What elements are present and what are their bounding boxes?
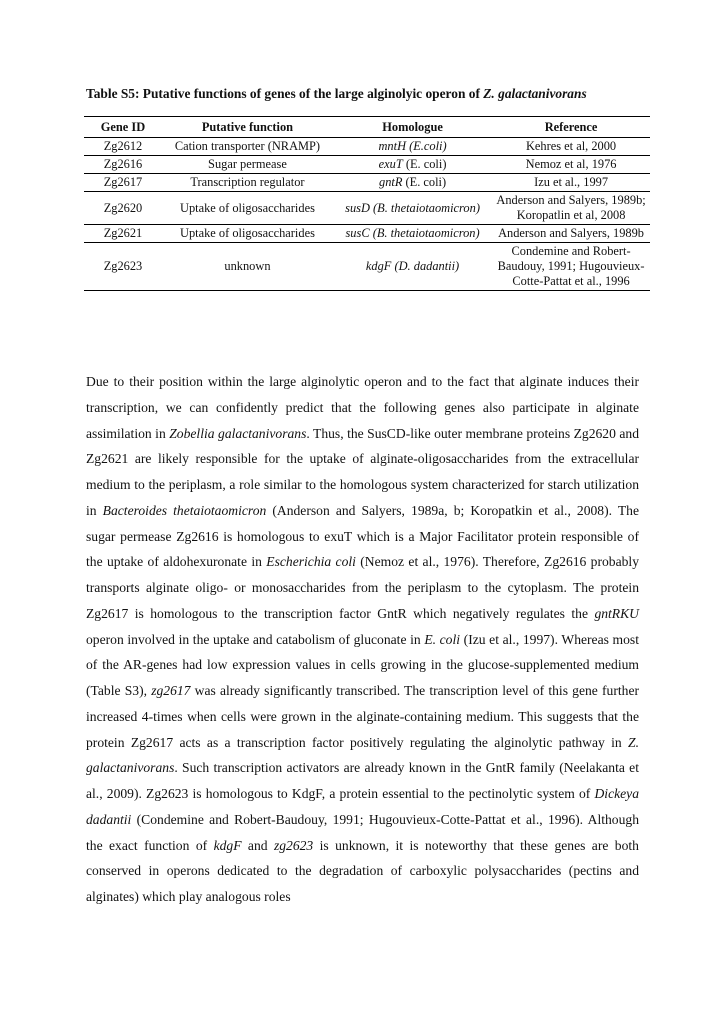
cell-homologue xyxy=(333,225,492,243)
text-run: (Anderson and Salyers, 1989a, b; Koropatkin et al., 2008). The sugar permease Zg2616 is homologous to exuT which is a Major Facilitator protein responsible of the uptake of aldohexuronate in xyxy=(86,502,639,570)
cell-gene: Zg2621 xyxy=(84,225,162,243)
homologue-gene: kdgF xyxy=(365,259,392,273)
text-run: . Such transcription activators are already known in the GntR family (Neelakanta et al., 2009). Zg2623 is homologous to KdgF, a protein essential to the pectinolytic system of xyxy=(86,760,639,801)
table-row xyxy=(84,138,650,156)
cell-function: unknown xyxy=(162,243,333,291)
table-row xyxy=(84,225,650,243)
italic-run: Dickeya dadantii xyxy=(86,786,639,827)
homologue-organism: (D. dadantii) xyxy=(391,259,460,273)
homologue-organism: (E. coli) xyxy=(402,157,447,171)
text-run: (Izu et al., 1997). Whereas most of the AR-genes had low expression values in cells growing in the glucose-supplemented medium (Table S3), xyxy=(86,631,639,698)
homologue-gene: gntR xyxy=(379,175,403,189)
homologue-gene: exuT xyxy=(378,157,403,171)
italic-run: zg2623 xyxy=(273,837,314,853)
italic-run: Zobellia galactanivorans xyxy=(169,425,307,441)
italic-run: Bacteroides thetaiotaomicron xyxy=(102,502,267,518)
header-gene-id: Gene ID xyxy=(84,117,162,138)
cell-homologue xyxy=(333,192,492,225)
cell-reference: Kehres et al, 2000 xyxy=(492,138,650,156)
cell-homologue xyxy=(333,174,492,192)
cell-homologue xyxy=(333,156,492,174)
homologue-organism: (E. coli) xyxy=(402,175,447,189)
cell-reference: Nemoz et al, 1976 xyxy=(492,156,650,174)
cell-gene: Zg2620 xyxy=(84,192,162,225)
italic-run: zg2617 xyxy=(151,683,191,698)
cell-reference: Condemine and Robert-Baudouy, 1991; Hugouvieux-Cotte-Pattat et al., 1996 xyxy=(492,243,650,291)
cell-function: Cation transporter (NRAMP) xyxy=(162,138,333,156)
cell-gene: Zg2616 xyxy=(84,156,162,174)
table-row xyxy=(84,192,650,225)
homologue-gene: susC xyxy=(345,226,370,240)
caption-species: Z. galactanivorans xyxy=(483,86,587,101)
text-run: (Nemoz et al., 1976). Therefore, Zg2616 probably transports alginate oligo- or monosaccharides from the periplasm to the cytoplasm. The protein Zg2617 is homologous to the transcription factor GntR which negatively regulates the xyxy=(86,554,640,621)
table-header-row xyxy=(84,117,650,138)
header-putative-function: Putative function xyxy=(162,117,333,138)
homologue-gene: mntH (E.coli) xyxy=(378,139,447,153)
homologue-organism: (B. thetaiotaomicron) xyxy=(369,200,480,215)
cell-function: Sugar permease xyxy=(162,156,333,174)
text-run: (Condemine and Robert-Baudouy, 1991; Hugouvieux-Cotte-Pattat et al., 1996). Although the exact function of xyxy=(86,811,639,853)
cell-gene: Zg2612 xyxy=(84,138,162,156)
cell-reference: Anderson and Salyers, 1989b xyxy=(492,225,650,243)
italic-run: Escherichia coli xyxy=(266,554,356,570)
text-run: Due to their position within the large alginolytic operon and to the fact that alginate induces their transcription, we can confidently predict that the following genes also participate in alginate assimilation in xyxy=(86,374,639,441)
table-row xyxy=(84,174,650,192)
text-run: was already significantly transcribed. The transcription level of this gene further increased 4-times when cells were grown in the alginate-containing medium. This suggests that the protein Zg2617 acts as a transcription factor positively regulating the alginolytic pathway in xyxy=(86,683,640,750)
cell-function: Uptake of oligosaccharides xyxy=(162,225,333,243)
gene-function-table xyxy=(84,116,650,291)
cell-reference: Izu et al., 1997 xyxy=(492,174,650,192)
homologue-gene: susD xyxy=(345,200,370,215)
italic-run: kdgF xyxy=(213,837,242,853)
header-reference: Reference xyxy=(492,117,650,138)
italic-run: gntRKU xyxy=(594,605,639,621)
cell-homologue xyxy=(333,138,492,156)
cell-function: Transcription regulator xyxy=(162,174,333,192)
body-paragraph xyxy=(86,369,639,910)
cell-gene: Zg2623 xyxy=(84,243,162,291)
cell-function: Uptake of oligosaccharides xyxy=(162,192,333,225)
caption-text: Table S5: Putative functions of genes of the large alginolyic operon of xyxy=(86,86,484,101)
cell-reference: Anderson and Salyers, 1989b; Koropatlin et al, 2008 xyxy=(492,192,650,225)
text-run: is unknown, it is noteworthy that these genes are both conserved in operons dedicated to the degradation of carboxylic polysaccharides (pectins and alginates) which play analogous roles xyxy=(86,837,639,904)
table-row xyxy=(84,156,650,174)
italic-run: Z. galactanivorans xyxy=(86,734,639,776)
text-run: operon involved in the uptake and catabolism of gluconate in xyxy=(86,631,425,647)
header-homologue: Homologue xyxy=(333,117,492,138)
italic-run: E. coli xyxy=(424,631,461,647)
homologue-organism: (B. thetaiotaomicron) xyxy=(369,226,480,240)
text-run: and xyxy=(241,837,274,853)
table-caption xyxy=(86,86,646,102)
table-row xyxy=(84,243,650,291)
cell-gene: Zg2617 xyxy=(84,174,162,192)
text-run: . Thus, the SusCD-like outer membrane proteins Zg2620 and Zg2621 are likely responsible for the uptake of alginate-oligosaccharides from the extracellular medium to the periplasm, a role similar to the homologous system characterized for starch utilization in xyxy=(86,425,639,518)
cell-homologue xyxy=(333,243,492,291)
